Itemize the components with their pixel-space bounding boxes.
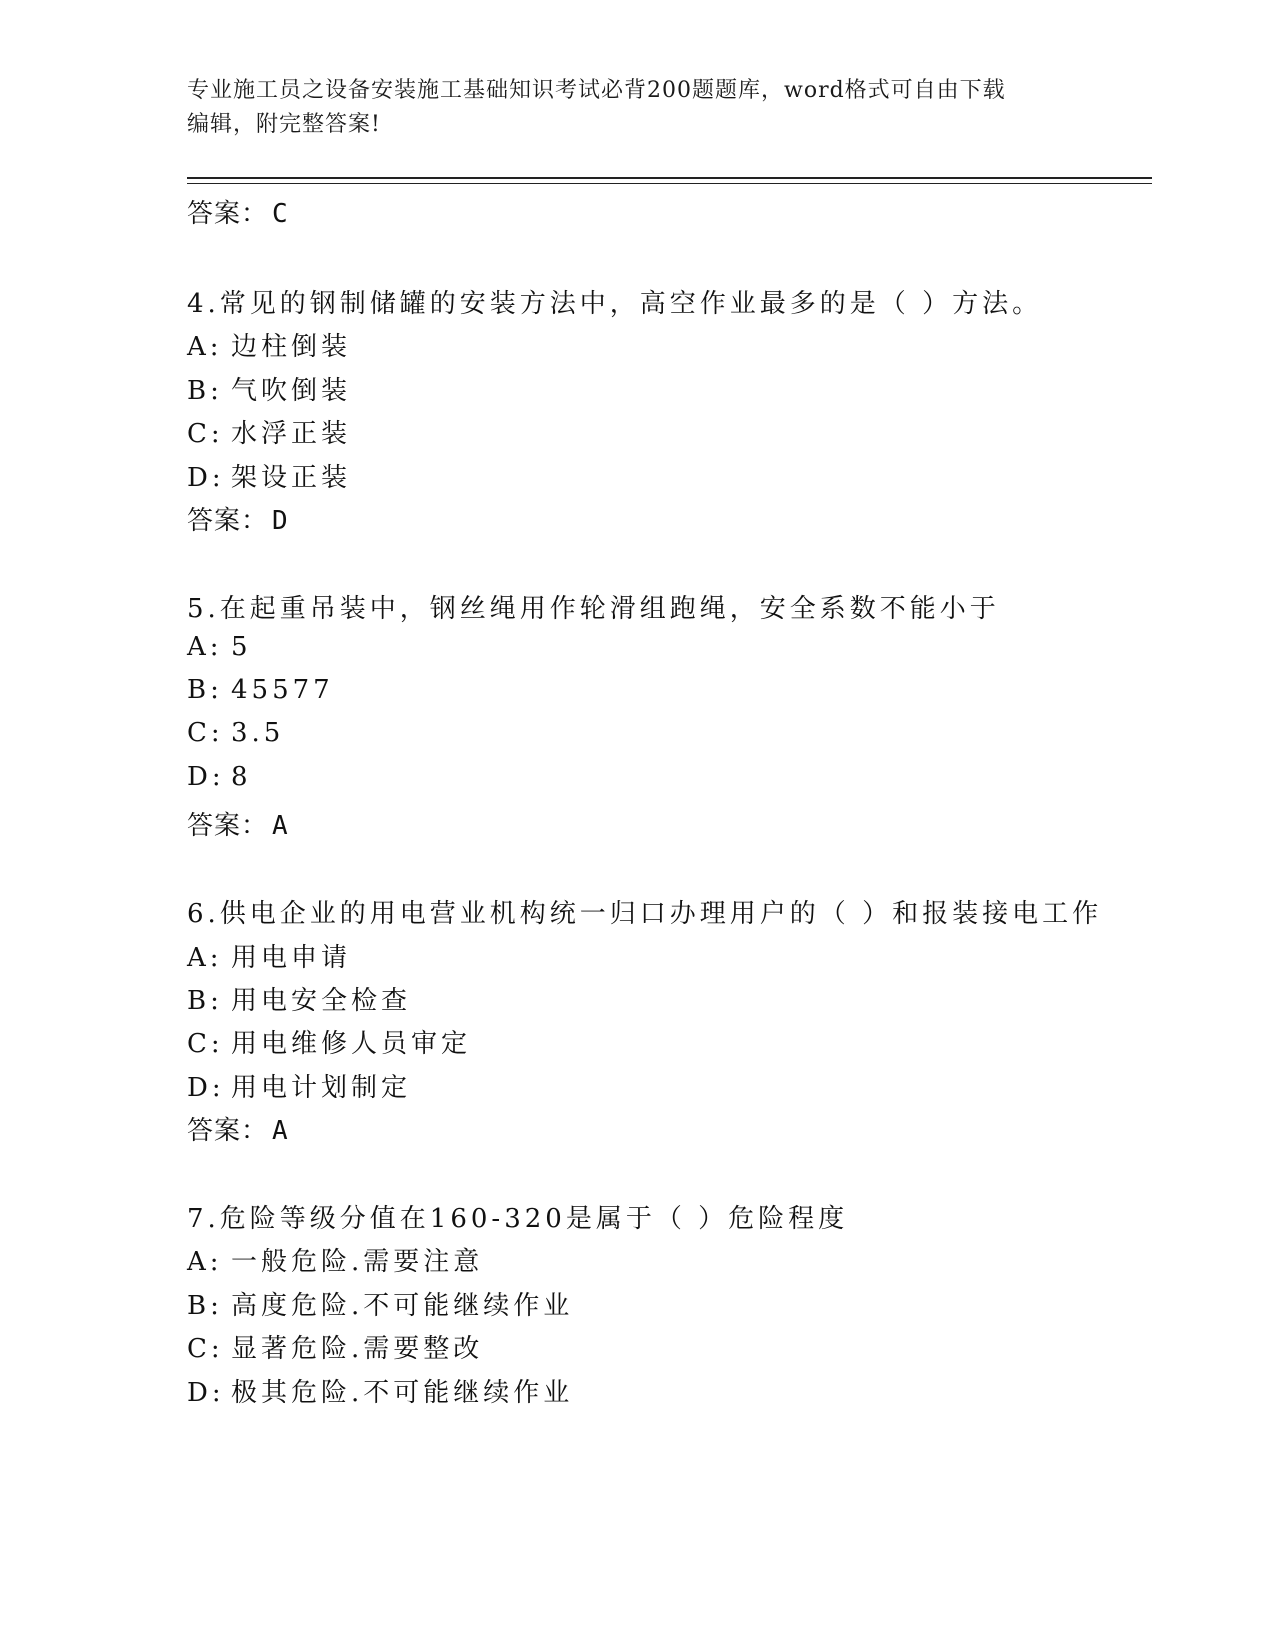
option-key: B: [187,675,223,705]
header-divider-thin [187,183,1152,184]
question-6-option-a [187,937,351,974]
question-7-stem: 7.危险等级分值在160-320是属于（ ）危险程度 [187,1204,849,1234]
answer-label: 答案： [187,1116,269,1146]
option-text: 高度危险.不可能继续作业 [231,1291,574,1321]
question-7-option-b [187,1285,573,1322]
answer-q3 [187,193,289,230]
option-key: D: [187,1073,225,1103]
answer-value: D [272,506,289,536]
option-text: 用电申请 [231,943,352,973]
option-key: B: [187,986,223,1016]
question-4-option-a [187,326,351,363]
answer-value: A [272,1116,289,1146]
question-5-stem: 5.在起重吊装中，钢丝绳用作轮滑组跑绳，安全系数不能小于 [187,594,1000,624]
option-text: 气吹倒装 [231,376,352,406]
question-5-option-d [187,762,252,792]
header-divider-thick [187,177,1152,179]
question-7-option-c [187,1328,483,1365]
question-5-option-c [187,718,284,748]
option-key: A: [187,632,223,662]
option-text: 水浮正装 [231,419,352,449]
question-7-option-d [187,1372,573,1409]
answer-label: 答案： [187,811,269,841]
answer-q4 [187,500,289,537]
option-text: 用电维修人员审定 [231,1029,472,1059]
option-key: D: [187,762,225,792]
option-text: 架设正装 [231,463,352,493]
question-4-stem: 4.常见的钢制储罐的安装方法中，高空作业最多的是（ ）方法。 [187,289,1043,319]
option-text: 边柱倒装 [231,332,352,362]
option-key: C: [187,419,224,449]
option-text: 极其危险.不可能继续作业 [231,1378,574,1408]
option-key: A: [187,1247,223,1277]
option-text: 3.5 [231,718,285,748]
answer-label: 答案： [187,506,269,536]
question-6-stem: 6.供电企业的用电营业机构统一归口办理用户的（ ）和报装接电工作 [187,899,1103,929]
option-text: 显著危险.需要整改 [231,1334,484,1364]
question-4-option-b [187,370,351,407]
question-6-option-b [187,980,411,1017]
question-7-option-a [187,1241,483,1278]
question-5-option-b [187,675,334,705]
answer-value: A [272,811,289,841]
option-text: 45577 [231,675,334,705]
option-text: 用电计划制定 [231,1073,412,1103]
question-4-option-d [187,457,351,494]
question-5-option-a [187,632,252,662]
option-text: 8 [231,762,252,792]
option-text: 一般危险.需要注意 [231,1247,484,1277]
option-key: B: [187,376,223,406]
option-key: A: [187,943,223,973]
document-header [187,74,1087,142]
option-key: B: [187,1291,223,1321]
header-line-1: 专业施工员之设备安装施工基础知识考试必背200题题库，word格式可自由下载 [187,78,1006,103]
answer-q6 [187,1110,289,1147]
option-key: C: [187,1029,224,1059]
option-key: D: [187,463,225,493]
option-key: D: [187,1378,225,1408]
answer-q5 [187,805,289,842]
option-text: 用电安全检查 [231,986,412,1016]
option-text: 5 [231,632,252,662]
option-key: C: [187,1334,224,1364]
question-6-option-d [187,1067,411,1104]
question-6-option-c [187,1023,471,1060]
option-key: A: [187,332,223,362]
answer-value: C [272,199,289,229]
answer-label: 答案： [187,199,269,229]
header-line-2: 编辑，附完整答案! [187,112,381,137]
question-4-option-c [187,413,351,450]
option-key: C: [187,718,224,748]
